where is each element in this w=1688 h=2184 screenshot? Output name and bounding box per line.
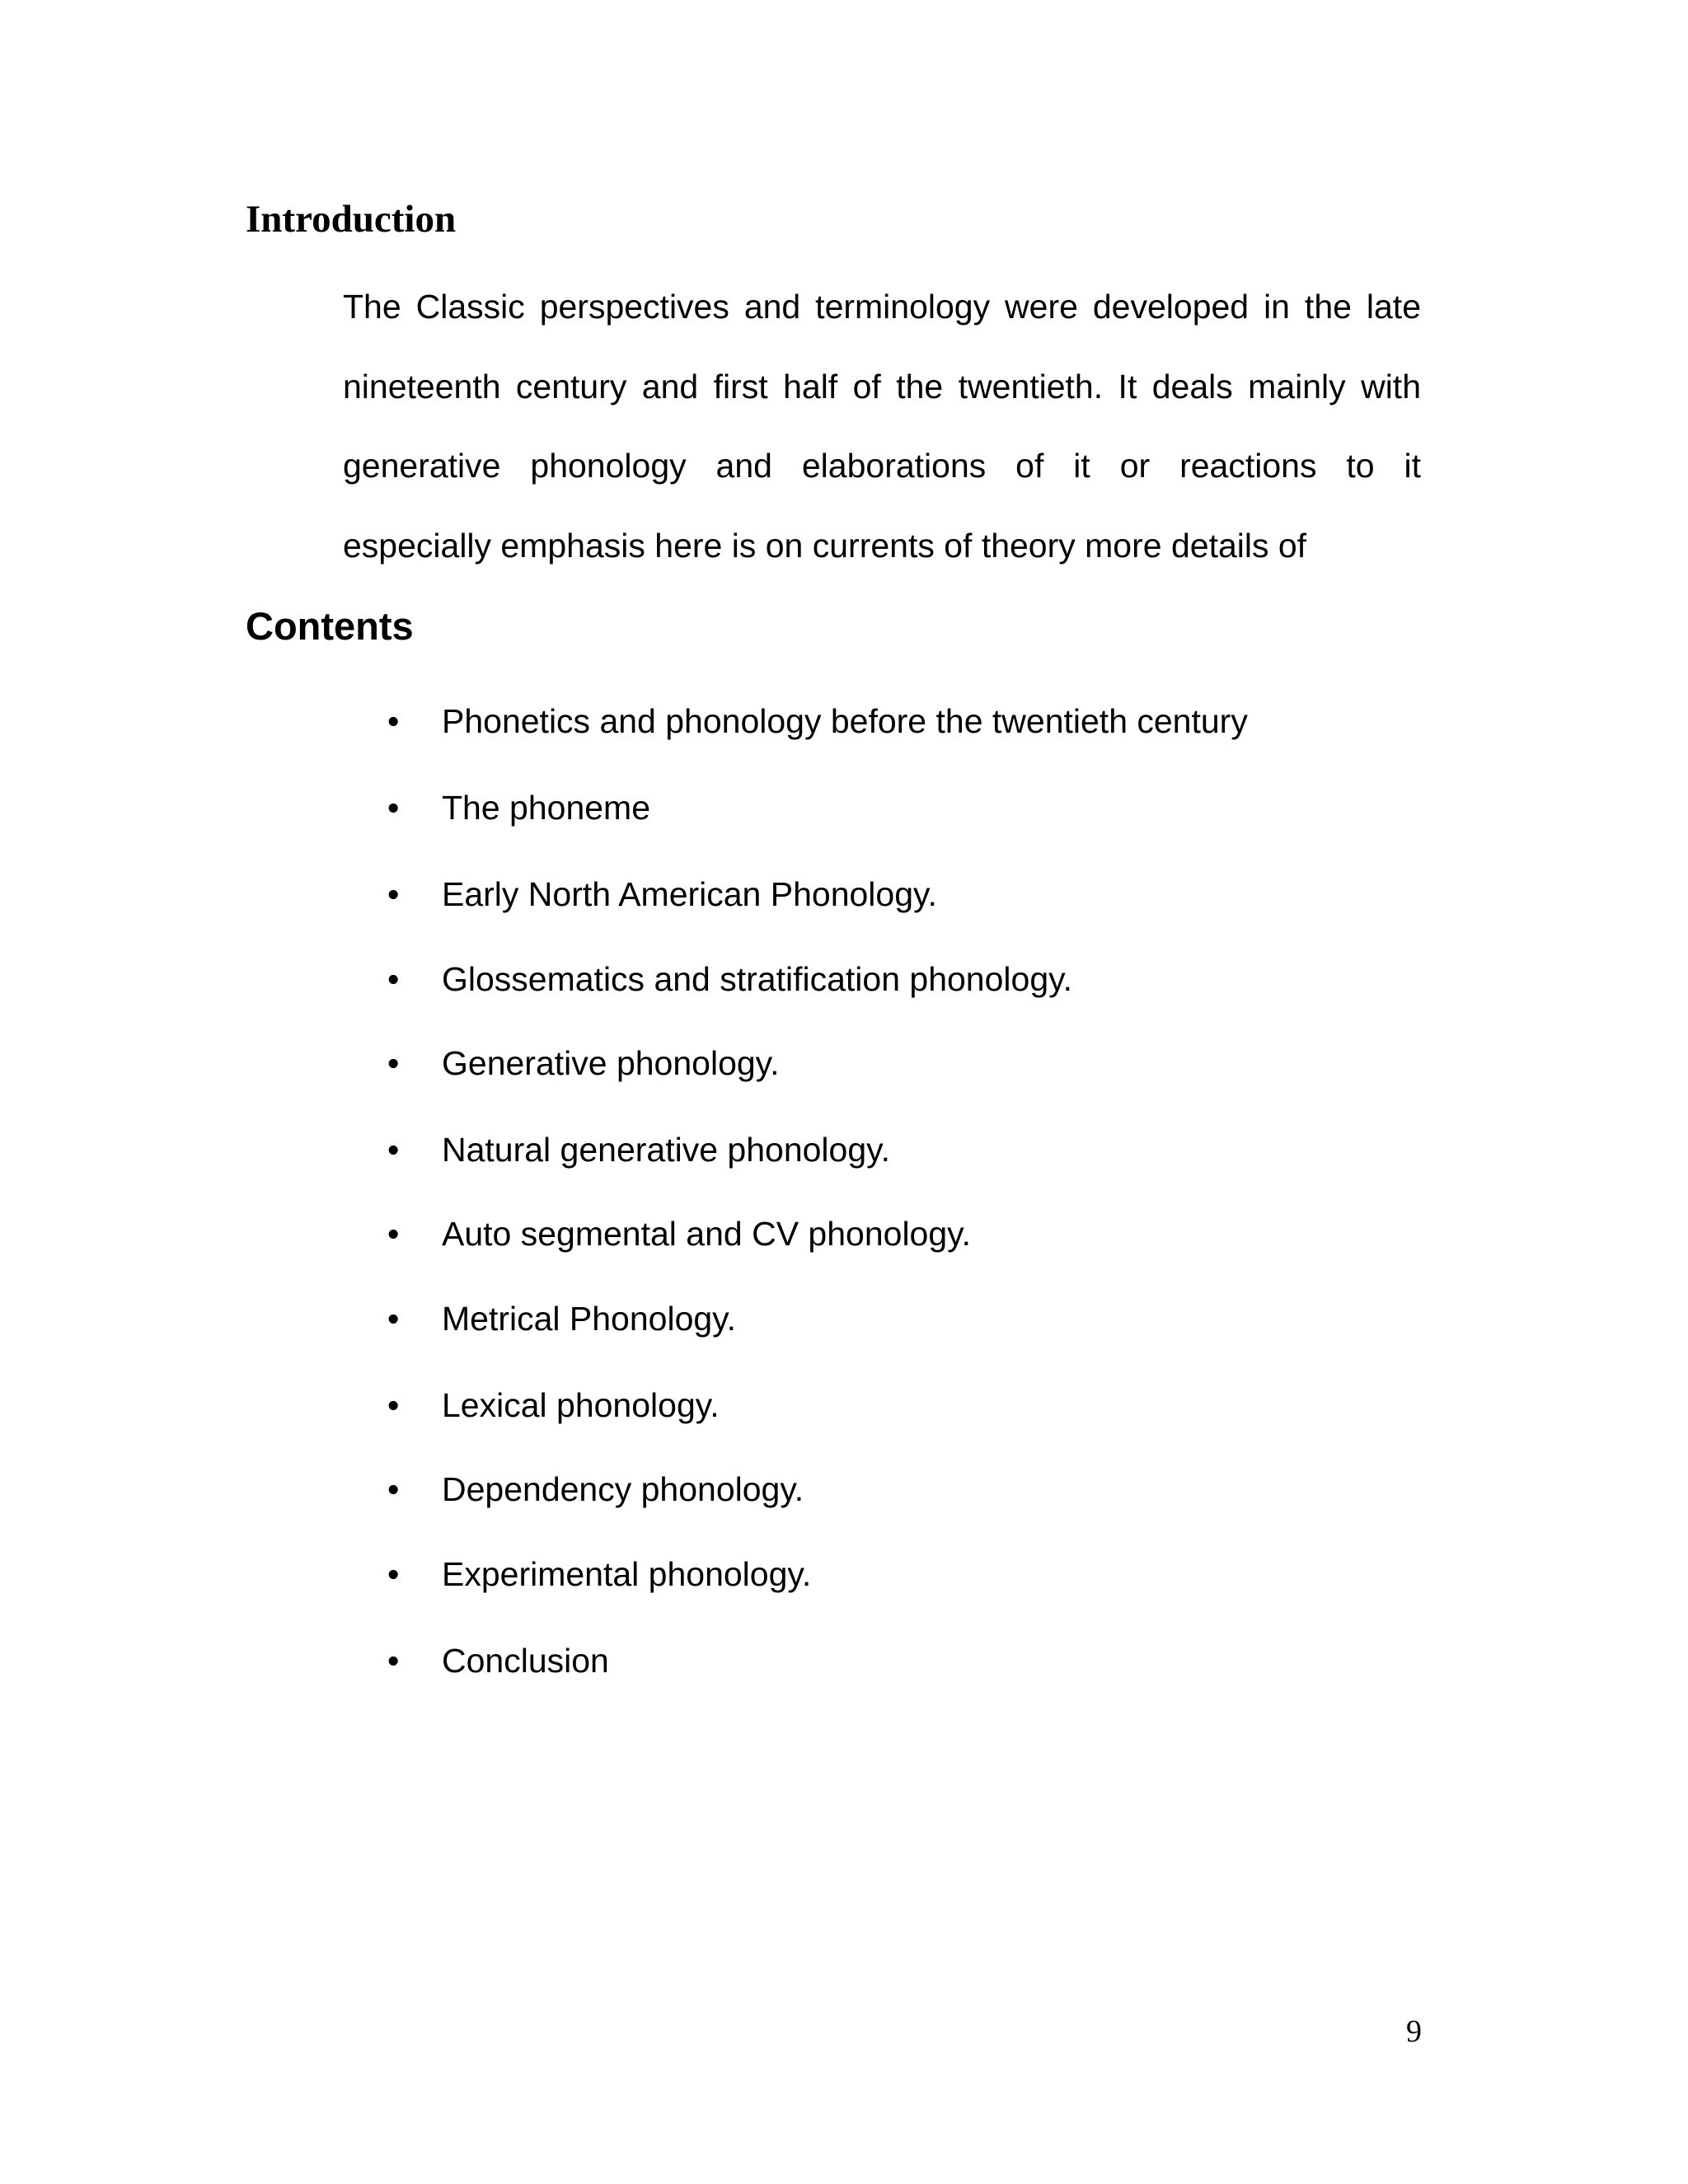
contents-item-label: Experimental phonology. <box>442 1555 812 1593</box>
bullet-icon: • <box>387 1555 400 1593</box>
bullet-icon: • <box>387 875 400 913</box>
contents-item-label: Conclusion <box>442 1642 609 1680</box>
contents-item <box>387 1294 1459 1343</box>
contents-item-label: Glossematics and stratification phonology. <box>442 960 1072 998</box>
bullet-icon: • <box>387 1131 400 1169</box>
contents-item-label: Dependency phonology. <box>442 1470 804 1508</box>
contents-item-label: Lexical phonology. <box>442 1386 720 1424</box>
contents-item-label: Early North American Phonology. <box>442 875 937 913</box>
contents-item-label: Generative phonology. <box>442 1044 780 1082</box>
contents-item-label: Natural generative phonology. <box>442 1131 890 1169</box>
introduction-line: nineteenth century and first half of the twentieth. It deals mainly with <box>343 367 1421 405</box>
contents-item-label: Auto segmental and CV phonology. <box>442 1215 972 1253</box>
contents-item <box>387 1038 1459 1088</box>
contents-item-label: Metrical Phonology. <box>442 1300 737 1338</box>
bullet-icon: • <box>387 960 400 998</box>
contents-item <box>387 1380 1459 1430</box>
contents-item <box>387 1125 1459 1174</box>
contents-item <box>387 696 1459 746</box>
contents-item <box>387 1549 1459 1599</box>
introduction-line: especially emphasis here is on currents of theory more details of <box>343 526 1307 565</box>
introduction-paragraph <box>343 280 1421 598</box>
contents-item <box>387 1209 1459 1258</box>
contents-item <box>387 783 1459 832</box>
contents-item <box>387 1636 1459 1685</box>
bullet-icon: • <box>387 789 400 827</box>
bullet-icon: • <box>387 1300 400 1338</box>
introduction-line: The Classic perspectives and terminology were developed in the late <box>343 288 1421 326</box>
bullet-icon: • <box>387 702 400 740</box>
bullet-icon: • <box>387 1642 400 1680</box>
contents-item-label: Phonetics and phonology before the twentieth century <box>442 702 1248 740</box>
bullet-icon: • <box>387 1044 400 1082</box>
contents-heading: Contents <box>246 604 414 648</box>
contents-item <box>387 954 1459 1004</box>
bullet-icon: • <box>387 1386 400 1424</box>
bullet-icon: • <box>387 1215 400 1253</box>
contents-item <box>387 1465 1459 1514</box>
introduction-line: generative phonology and elaborations of it or reactions to it <box>343 447 1421 485</box>
contents-item <box>387 869 1459 919</box>
introduction-heading: Introduction <box>246 198 457 241</box>
page-number: 9 <box>1406 2014 1422 2049</box>
contents-item-label: The phoneme <box>442 789 651 827</box>
bullet-icon: • <box>387 1470 400 1508</box>
